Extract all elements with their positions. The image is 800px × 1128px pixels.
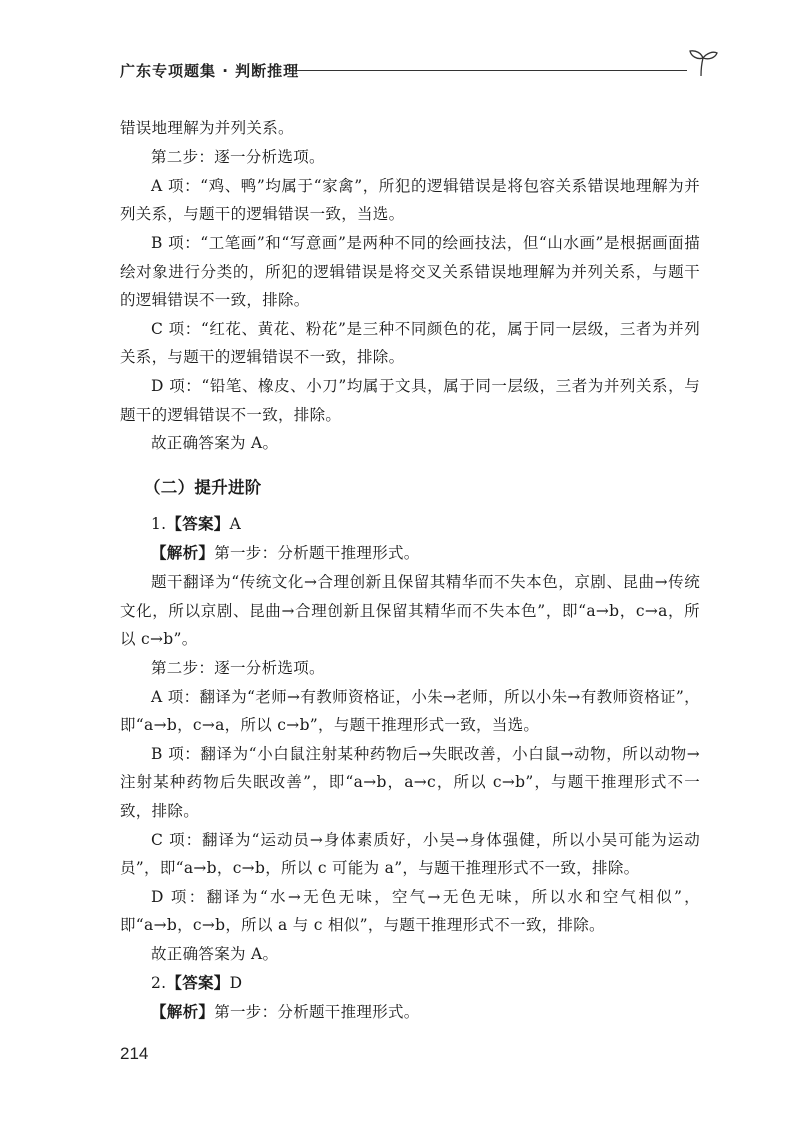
header-title: 广东专项题集 · 判断推理: [120, 62, 300, 80]
answer-value: A: [229, 515, 242, 534]
question-number: 2.: [151, 974, 167, 993]
paragraph: D 项：“铅笔、橡皮、小刀”均属于文具，属于同一层级，三者为并列关系，与题干的逻辑错误不一致，排除。: [120, 377, 700, 424]
paragraph: 故正确答案为 A。: [151, 945, 279, 964]
sprout-icon: [687, 48, 719, 78]
paragraph: 错误地理解为并列关系。: [120, 119, 294, 137]
analysis-text: 第一步：分析题干推理形式。: [214, 544, 420, 563]
page-number: 214: [120, 1044, 149, 1063]
answer-label: 【答案】: [166, 515, 230, 534]
answer-line-q1: [120, 510, 700, 538]
answer-line-q2: [120, 969, 700, 997]
paragraph: A 项：“鸡、鸭”均属于“家禽”，所犯的逻辑错误是将包容关系错误地理解为并列关系，与题干的逻辑错误一致，当选。: [120, 176, 700, 224]
header-rule: [295, 70, 687, 71]
paragraph: A 项：翻译为“老师→有教师资格证，小朱→老师，所以小朱→有教师资格证”，即“a→b，c→a，所以 c→b”，与题干推理形式一致，当选。: [120, 687, 700, 735]
page-body: [120, 114, 700, 1027]
paragraph: 故正确答案为 A。: [151, 434, 279, 453]
analysis-text: 第一步：分析题干推理形式。: [214, 1003, 420, 1022]
question-number: 1.: [151, 515, 167, 534]
running-header: [120, 48, 722, 82]
paragraph: B 项：“工笔画”和“写意画”是两种不同的绘画技法，但“山水画”是根据画面描绘对象进行分类的，所犯的逻辑错误是将交叉关系错误地理解为并列关系，与题干的逻辑错误不一致，排除。: [120, 234, 700, 309]
paragraph: 第二步：逐一分析选项。: [151, 147, 325, 166]
analysis-line-q2: [120, 998, 700, 1026]
analysis-label: 【解析】: [151, 1003, 215, 1022]
answer-label: 【答案】: [166, 974, 230, 993]
paragraph: 题干翻译为“传统文化→合理创新且保留其精华而不失本色，京剧、昆曲→传统文化，所以京剧、昆曲→合理创新且保留其精华而不失本色”，即“a→b，c→a，所以 c→b”。: [120, 573, 700, 648]
paragraph: B 项：翻译为“小白鼠注射某种药物后→失眠改善，小白鼠→动物，所以动物→注射某种药物后失眠改善”，即“a→b，a→c，所以 c→b”，与题干推理形式不一致，排除。: [120, 745, 700, 820]
analysis-label: 【解析】: [151, 544, 215, 563]
paragraph: 第二步：逐一分析选项。: [151, 658, 325, 677]
analysis-line-q1: [120, 539, 700, 567]
paragraph: C 项：“红花、黄花、粉花”是三种不同颜色的花，属于同一层级，三者为并列关系，与题干的逻辑错误不一致，排除。: [120, 319, 700, 367]
paragraph: C 项：翻译为“运动员→身体素质好，小吴→身体强健，所以小吴可能为运动员”，即“a→b，c→b，所以 c 可能为 a”，与题干推理形式不一致，排除。: [120, 830, 700, 878]
section-title: （二）提升进阶: [144, 477, 262, 497]
answer-value: D: [229, 974, 243, 993]
paragraph: D 项：翻译为“水→无色无味，空气→无色无味，所以水和空气相似”，即“a→b，c→b，所以 a 与 c 相似”，与题干推理形式不一致，排除。: [120, 888, 700, 935]
